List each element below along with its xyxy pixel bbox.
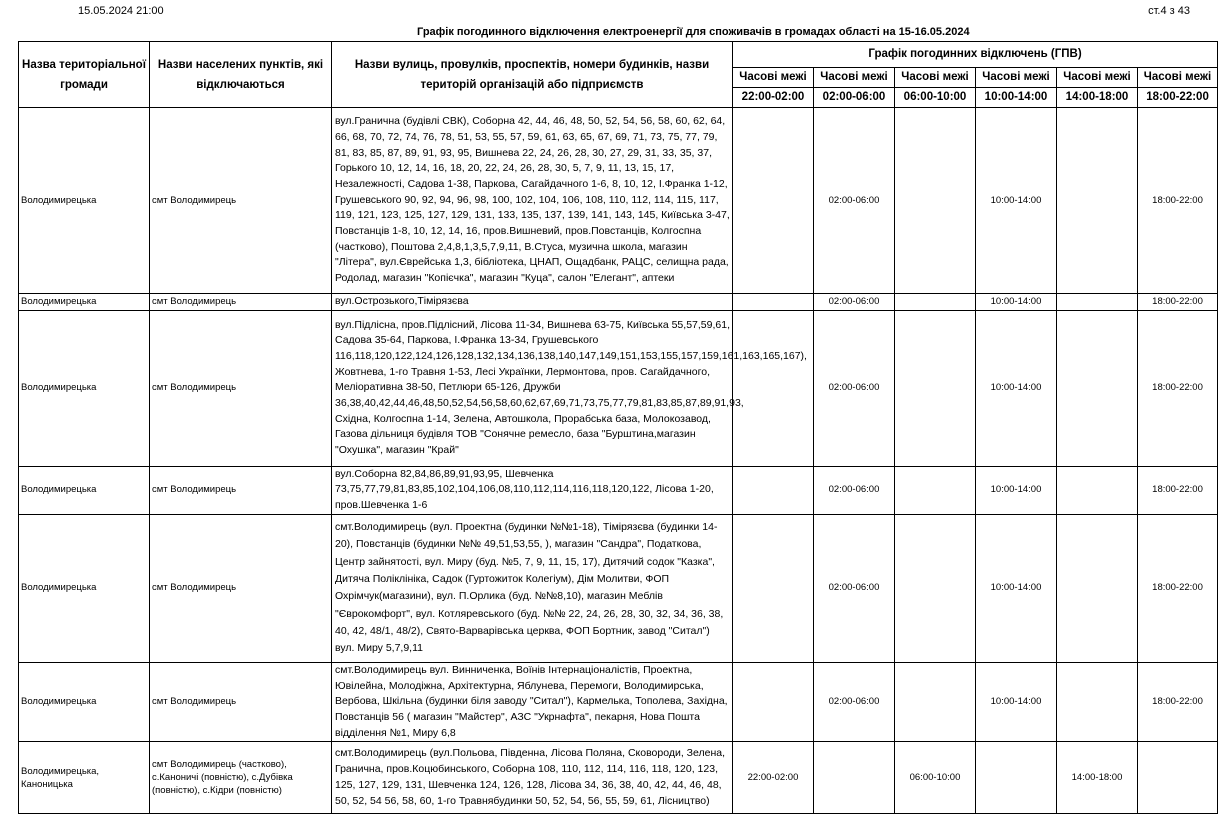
settlements-cell: смт Володимирець	[150, 662, 332, 742]
community-cell: Володимирецька, Каноницька	[19, 742, 150, 814]
slot-cell	[733, 466, 814, 514]
slot-cell	[733, 662, 814, 742]
streets-cell: смт.Володимирець (вул.Польова, Південна, Лісова Поляна, Сковороди, Зелена, Гранична, пров.Коцюбинського, Соборна 108, 110, 112, 114, 116, 118, 120, 123, 125, 127, 129, 131, Шевченка 124, 126, 128, Лісова 34, 36, 38, 40, 42, 44, 46, 48, 50, 52, 54 56, 58, 60, 1-го Травнябудинки 50, 52, 54, 56, 55, 59, 61, Лісництво)	[332, 742, 733, 814]
slot-range: 18:00-22:00	[1138, 88, 1218, 108]
settlements-cell: смт Володимирець (частково), с.Каноничі (повністю), с.Дубівка (повністю), с.Кідри (повністю)	[150, 742, 332, 814]
slot-cell: 10:00-14:00	[976, 294, 1057, 311]
slot-cell: 18:00-22:00	[1138, 310, 1218, 466]
slot-range: 10:00-14:00	[976, 88, 1057, 108]
streets-cell: вул.Підлісна, пров.Підлісний, Лісова 11-34, Вишнева 63-75, Київська 55,57,59,61, Садова 35-64, Паркова, І.Франка 13-34, Грушевського 116,118,120,122,124,126,128,132,134,136,138,140,147,149,151,153,155,157,159,161,163,165,167), Жовтнева, 1-го Травня 1-53, Лесі Українки, Лермонтова, пров. Сагайдачного, Меліоративна 38-50, Петлюри 65-126, Дружби 36,38,40,42,44,46,48,50,52,54,56,58,60,62,67,69,71,73,75,77,79,81,83,85,87,89,91,93, Східна, Колгоспна 1-14, Зелена, Автошкола, Прорабська база, Молокозавод, Газова дільниця будівля ТОВ "Сонячне ремесло, база "Бурштина,магазин "Охушка", магазин "Край"	[332, 310, 733, 466]
slot-label: Часові межі	[1138, 68, 1218, 88]
slot-cell: 18:00-22:00	[1138, 514, 1218, 662]
community-cell: Володимирецька	[19, 662, 150, 742]
header-settlements: Назви населених пунктів, які відключаються	[150, 42, 332, 108]
table-row	[19, 514, 1218, 662]
slot-cell	[733, 294, 814, 311]
table-row	[19, 662, 1218, 742]
header-streets: Назви вулиць, провулків, проспектів, номери будинків, назви територій організацій або підприємств	[332, 42, 733, 108]
slot-range: 22:00-02:00	[733, 88, 814, 108]
settlements-cell: смт Володимирець	[150, 108, 332, 294]
slot-label: Часові межі	[976, 68, 1057, 88]
header-schedule: Графік погодинних відключень (ГПВ)	[733, 42, 1218, 68]
outage-schedule-table	[18, 41, 1218, 814]
slot-cell	[976, 742, 1057, 814]
slot-cell	[1057, 466, 1138, 514]
streets-cell: вул.Гранична (будівлі СВК), Соборна 42, 44, 46, 48, 50, 52, 54, 56, 58, 60, 62, 64, 66, 68, 70, 72, 74, 76, 78, 51, 53, 55, 57, 59, 61, 63, 65, 67, 69, 71, 73, 75, 77, 79, 81, 83, 85, 87, 89, 91, 93, 95, Вишнева 22, 24, 26, 28, 30, 27, 29, 31, 33, 35, 37, Горького 10, 12, 14, 16, 18, 20, 22, 24, 26, 28, 30, 5, 7, 9, 11, 13, 15, 17, Незалежності, Садова 1-38, Паркова, Сагайдачного 1-6, 8, 10, 12, І.Франка 1-12, Грушевського 90, 92, 94, 96, 98, 100, 102, 104, 106, 108, 110, 112, 114, 115, 117, 119, 121, 123, 125, 127, 129, 131, 133, 135, 137, 139, 141, 143, 145, Київська 3-47, Повстанців 1-8, 10, 12, 14, 16, пров.Вишневий, пров.Повстанців, Колгоспна (частково), Поштова 2,4,8,1,3,5,7,9,11, В.Стуса, музична школа, магазин "Літера", вул.Єврейська 1,3, бібліотека, ЦНАП, Ощадбанк, РАЦС, селищна рада, Родолад, магазин "Копієчка", магазин "Куца", салон "Елегант", аптеки	[332, 108, 733, 294]
slot-label: Часові межі	[814, 68, 895, 88]
slot-cell	[895, 310, 976, 466]
slot-cell: 22:00-02:00	[733, 742, 814, 814]
slot-cell: 10:00-14:00	[976, 466, 1057, 514]
slot-cell: 10:00-14:00	[976, 108, 1057, 294]
slot-cell	[895, 294, 976, 311]
slot-cell	[733, 310, 814, 466]
slot-cell	[1057, 108, 1138, 294]
table-row	[19, 466, 1218, 514]
table-row	[19, 294, 1218, 311]
slot-cell: 06:00-10:00	[895, 742, 976, 814]
slot-cell	[895, 108, 976, 294]
settlements-cell: смт Володимирець	[150, 294, 332, 311]
streets-cell: вул.Соборна 82,84,86,89,91,93,95, Шевченка 73,75,77,79,81,83,85,102,104,106,08,110,112,114,116,118,120,122, Лісова 1-20, пров.Шевченка 1-6	[332, 466, 733, 514]
table-row	[19, 108, 1218, 294]
print-date: 15.05.2024 21:00	[78, 5, 164, 17]
table-row	[19, 310, 1218, 466]
slot-label: Часові межі	[1057, 68, 1138, 88]
settlements-cell: смт Володимирець	[150, 514, 332, 662]
community-cell: Володимирецька	[19, 466, 150, 514]
slot-cell: 18:00-22:00	[1138, 466, 1218, 514]
document-title: Графік погодинного відключення електроенергії для споживачів в громадах області на 15-16.05.2024	[417, 26, 970, 38]
slot-cell	[895, 662, 976, 742]
community-cell: Володимирецька	[19, 294, 150, 311]
slot-cell: 02:00-06:00	[814, 108, 895, 294]
slot-cell: 02:00-06:00	[814, 662, 895, 742]
slot-cell	[895, 466, 976, 514]
slot-label: Часові межі	[895, 68, 976, 88]
streets-cell: вул.Острозького,Тімірязєва	[332, 294, 733, 311]
settlements-cell: смт Володимирець	[150, 466, 332, 514]
slot-cell: 18:00-22:00	[1138, 294, 1218, 311]
page-number: ст.4 з 43	[1148, 5, 1190, 17]
slot-cell: 18:00-22:00	[1138, 108, 1218, 294]
table-row	[19, 742, 1218, 814]
slot-range: 14:00-18:00	[1057, 88, 1138, 108]
slot-cell: 10:00-14:00	[976, 662, 1057, 742]
slot-cell: 10:00-14:00	[976, 310, 1057, 466]
slot-cell	[1138, 742, 1218, 814]
community-cell: Володимирецька	[19, 108, 150, 294]
slot-cell: 02:00-06:00	[814, 310, 895, 466]
slot-cell	[814, 742, 895, 814]
slot-cell	[895, 514, 976, 662]
slot-cell: 14:00-18:00	[1057, 742, 1138, 814]
slot-cell	[733, 514, 814, 662]
slot-cell	[1057, 294, 1138, 311]
streets-cell: смт.Володимирець (вул. Проектна (будинки №№1-18), Тімірязєва (будинки 14-20), Повстанців (будинки №№ 49,51,53,55, ), магазин "Сандра", Податкова, Центр зайнятості, вул. Миру (буд. №5, 7, 9, 11, 15, 17), Дитячий содок "Казка", Дитяча Поліклініка, Садок (Гуртожиток Колегіум), Дім Молитви, ФОП Охрімчук(магазини), вул. П.Орлика (буд. №№8,10), магазин Меблів "Єврокомфорт", вул. Котляревського (буд. №№ 22, 24, 26, 28, 30, 32, 34, 36, 38, 40, 42, 48/1, 48/2), Свято-Варварівська церква, ФОП Бортник, завод "Ситал") вул. Миру 5,7,9,11	[332, 514, 733, 662]
community-cell: Володимирецька	[19, 514, 150, 662]
header-community: Назва територіальної громади	[19, 42, 150, 108]
slot-cell: 10:00-14:00	[976, 514, 1057, 662]
slot-cell: 02:00-06:00	[814, 294, 895, 311]
slot-cell	[733, 108, 814, 294]
slot-cell	[1057, 310, 1138, 466]
slot-range: 02:00-06:00	[814, 88, 895, 108]
settlements-cell: смт Володимирець	[150, 310, 332, 466]
community-cell: Володимирецька	[19, 310, 150, 466]
slot-label: Часові межі	[733, 68, 814, 88]
slot-cell	[1057, 514, 1138, 662]
slot-cell: 18:00-22:00	[1138, 662, 1218, 742]
streets-cell: смт.Володимирець вул. Винниченка, Воїнів Інтернаціоналістів, Проектна, Ювілейна, Молодіжна, Архітектурна, Яблунева, Перемоги, Володимирська, Вербова, Шкільна (будинки біля заводу "Ситал"), Кармелька, Тополева, Західна, Повстанців 56 ( магазин "Майстер", АЗС "Укрнафта", пекарня, Нова Пошта відділення №1, Миру 6,8	[332, 662, 733, 742]
slot-cell	[1057, 662, 1138, 742]
slot-cell: 02:00-06:00	[814, 466, 895, 514]
slot-cell: 02:00-06:00	[814, 514, 895, 662]
slot-range: 06:00-10:00	[895, 88, 976, 108]
